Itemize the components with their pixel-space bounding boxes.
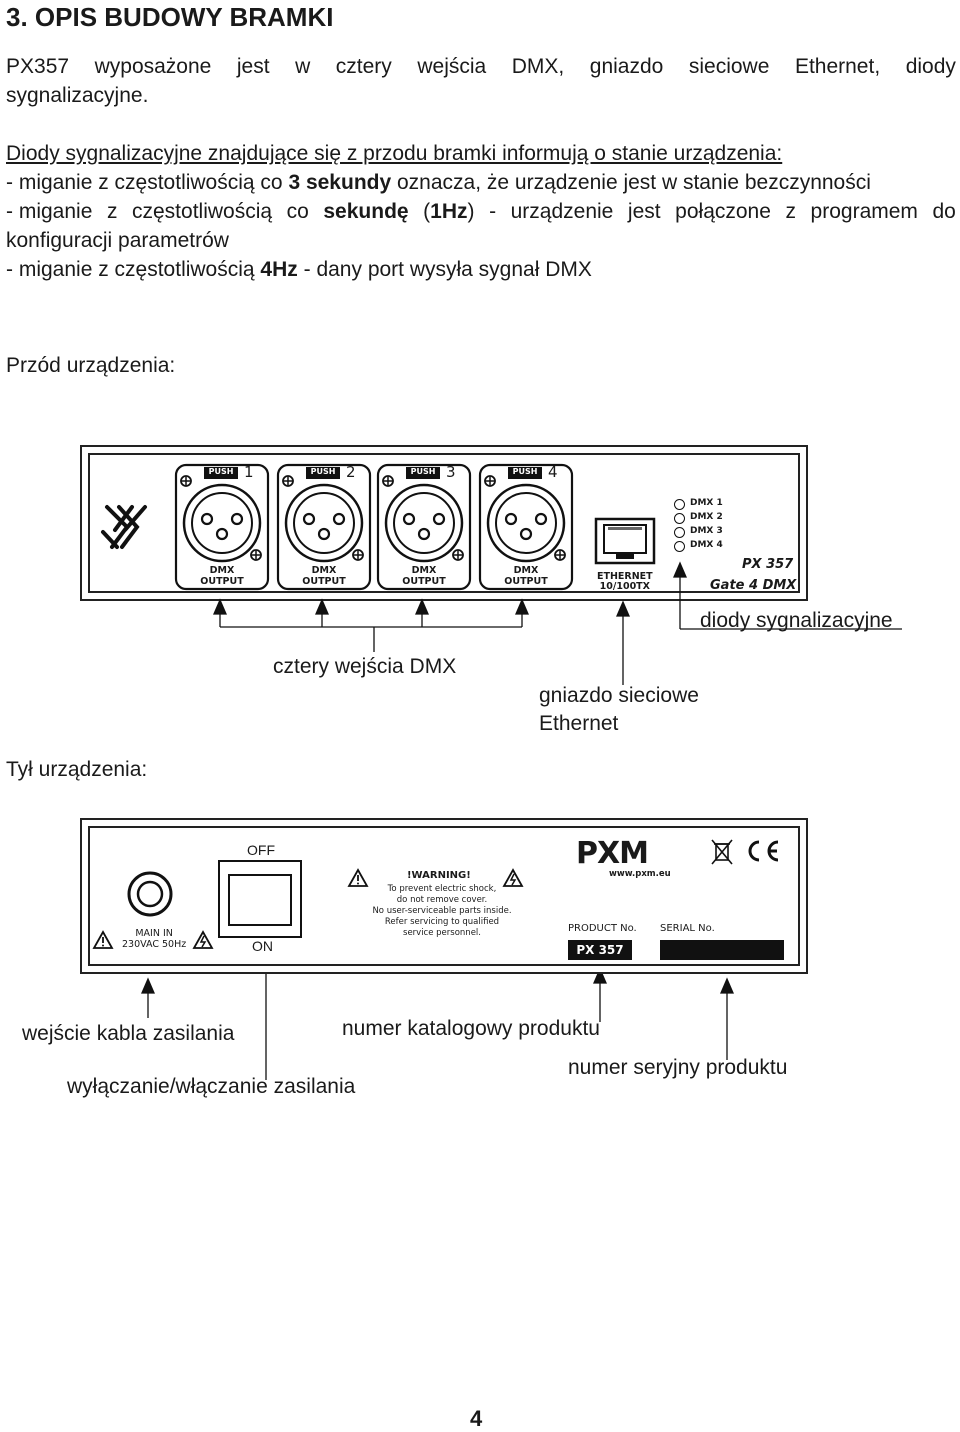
push-label: PUSH (310, 467, 336, 476)
leds-item-3-suffix: - dany port wysyła sygnał DMX (297, 258, 592, 281)
weee-bin-icon (710, 838, 734, 866)
intro-word: DMX, (511, 55, 565, 78)
leds-item-2-word: z (106, 200, 118, 223)
intro-line-2: sygnalizacyjne. (6, 84, 149, 107)
connector-number: 1 (244, 463, 254, 481)
led-label: DMX 2 (690, 512, 723, 522)
intro-word: PX357 (6, 55, 70, 78)
serial-no-field (660, 940, 784, 960)
push-label: PUSH (208, 467, 234, 476)
switch-on-label: ON (252, 938, 273, 954)
model-subtitle: Gate 4 DMX (710, 578, 797, 593)
callout-dmx-inputs: cztery wejścia DMX (273, 655, 457, 678)
intro-word: diody (905, 55, 956, 78)
leds-item-3-prefix: - miganie z częstotliwością (6, 258, 261, 281)
leds-item-2-word: sekundę (323, 200, 409, 223)
ethernet-label-line2: 10/100TX (599, 581, 650, 592)
lightning-warning-icon (192, 930, 214, 950)
connector-label-line1: DMX (411, 565, 437, 576)
callout-serial-number: numer seryjny produktu (568, 1056, 788, 1079)
warning-triangle-icon (92, 930, 114, 950)
connector-label-line1: DMX (209, 565, 235, 576)
page-number: 4 (470, 1406, 483, 1431)
intro-word: jest (236, 55, 270, 78)
connector-label-line2: OUTPUT (302, 576, 346, 587)
ethernet-label-line1: ETHERNET (597, 571, 653, 582)
warning-line: do not remove cover. (396, 895, 488, 905)
leds-item-1-prefix: - miganie z częstotliwością co (6, 171, 289, 194)
rear-title: Tył urządzenia: (6, 758, 148, 781)
connector-label-line1: DMX (513, 565, 539, 576)
callout-power-cable: wejście kabla zasilania (22, 1022, 235, 1045)
leds-item-2-word: do (932, 200, 956, 223)
power-in-line2: 230VAC 50Hz (122, 939, 187, 950)
leds-item-1-bold: 3 sekundy (288, 171, 392, 194)
power-socket-icon (126, 870, 174, 918)
leds-title: Diody sygnalizacyjne znajdujące się z przodu bramki informują o stanie urządzenia: (6, 142, 783, 165)
led-label: DMX 4 (690, 540, 723, 550)
intro-word: gniazdo (589, 55, 664, 78)
power-switch[interactable] (218, 860, 302, 938)
product-no-value: PX 357 (568, 940, 632, 960)
push-label: PUSH (410, 467, 436, 476)
led-label: DMX 1 (690, 498, 723, 508)
leds-item-2-word: połączone (675, 200, 771, 223)
connector-number: 2 (346, 463, 356, 481)
power-switch-rocker[interactable] (228, 874, 292, 926)
warning-triangle-icon (347, 868, 369, 888)
warning-line: No user-serviceable parts inside. (372, 906, 512, 916)
ce-mark-icon (742, 838, 782, 864)
intro-word: w (295, 55, 311, 78)
leds-item-2-continuation: konfiguracji parametrów (6, 229, 229, 252)
brand-logo: PXM (576, 836, 648, 871)
power-in-line1: MAIN IN (135, 928, 173, 939)
callout-leds: diody sygnalizacyjne (700, 609, 893, 632)
leds-item-2-word: (1Hz) (423, 200, 475, 223)
connector-number: 4 (548, 463, 558, 481)
connector-label-line1: DMX (311, 565, 337, 576)
leds-item-2-word: z (785, 200, 796, 223)
serial-no-label: SERIAL No. (660, 923, 715, 934)
leds-item-1-suffix: oznacza, że urządzenie jest w stanie bezczynności (391, 171, 871, 194)
warning-title: !WARNING! (407, 870, 471, 881)
connector-number: 3 (446, 463, 456, 481)
model-name: PX 357 (742, 557, 794, 572)
connector-label-line2: OUTPUT (200, 576, 244, 587)
callout-power-switch: wyłączanie/włączanie zasilania (67, 1075, 356, 1098)
lightning-warning-icon (502, 868, 524, 888)
callout-ethernet-line1: gniazdo sieciowe (539, 684, 699, 707)
switch-off-label: OFF (247, 842, 275, 858)
intro-word: wyposażone (94, 55, 212, 78)
intro-word: cztery (335, 55, 392, 78)
callout-ethernet (539, 682, 699, 738)
leds-item-2-word: częstotliwością (132, 200, 273, 223)
callout-ethernet-line2: Ethernet (539, 712, 619, 735)
leds-item-2-word: co (286, 200, 309, 223)
callout-catalog-number: numer katalogowy produktu (342, 1017, 600, 1040)
push-label: PUSH (512, 467, 538, 476)
rear-panel (80, 818, 808, 974)
intro-word: Ethernet, (794, 55, 881, 78)
section-heading: 3. OPIS BUDOWY BRAMKI (6, 2, 334, 32)
connector-label-line2: OUTPUT (402, 576, 446, 587)
warning-line: Refer servicing to qualified (384, 917, 500, 927)
leds-item-2-word: - miganie (6, 200, 93, 223)
leds-item-2-word: jest (627, 200, 661, 223)
connector-label-line2: OUTPUT (504, 576, 548, 587)
intro-word: wejścia (417, 55, 487, 78)
warning-text (367, 884, 517, 939)
front-title: Przód urządzenia: (6, 354, 176, 377)
leds-item-2-word: programem (810, 200, 918, 223)
leds-item-3-bold: 4Hz (260, 258, 298, 281)
brand-url: www.pxm.eu (609, 869, 671, 879)
power-in-label (122, 928, 186, 950)
leds-item-2-word: urządzenie (510, 200, 614, 223)
warning-line: To prevent electric shock, (387, 884, 497, 894)
product-no-label: PRODUCT No. (568, 923, 637, 934)
led-label: DMX 3 (690, 526, 723, 536)
leds-item-2-word: - (489, 200, 497, 223)
intro-word: sieciowe (688, 55, 770, 78)
warning-line: service personnel. (403, 928, 481, 938)
